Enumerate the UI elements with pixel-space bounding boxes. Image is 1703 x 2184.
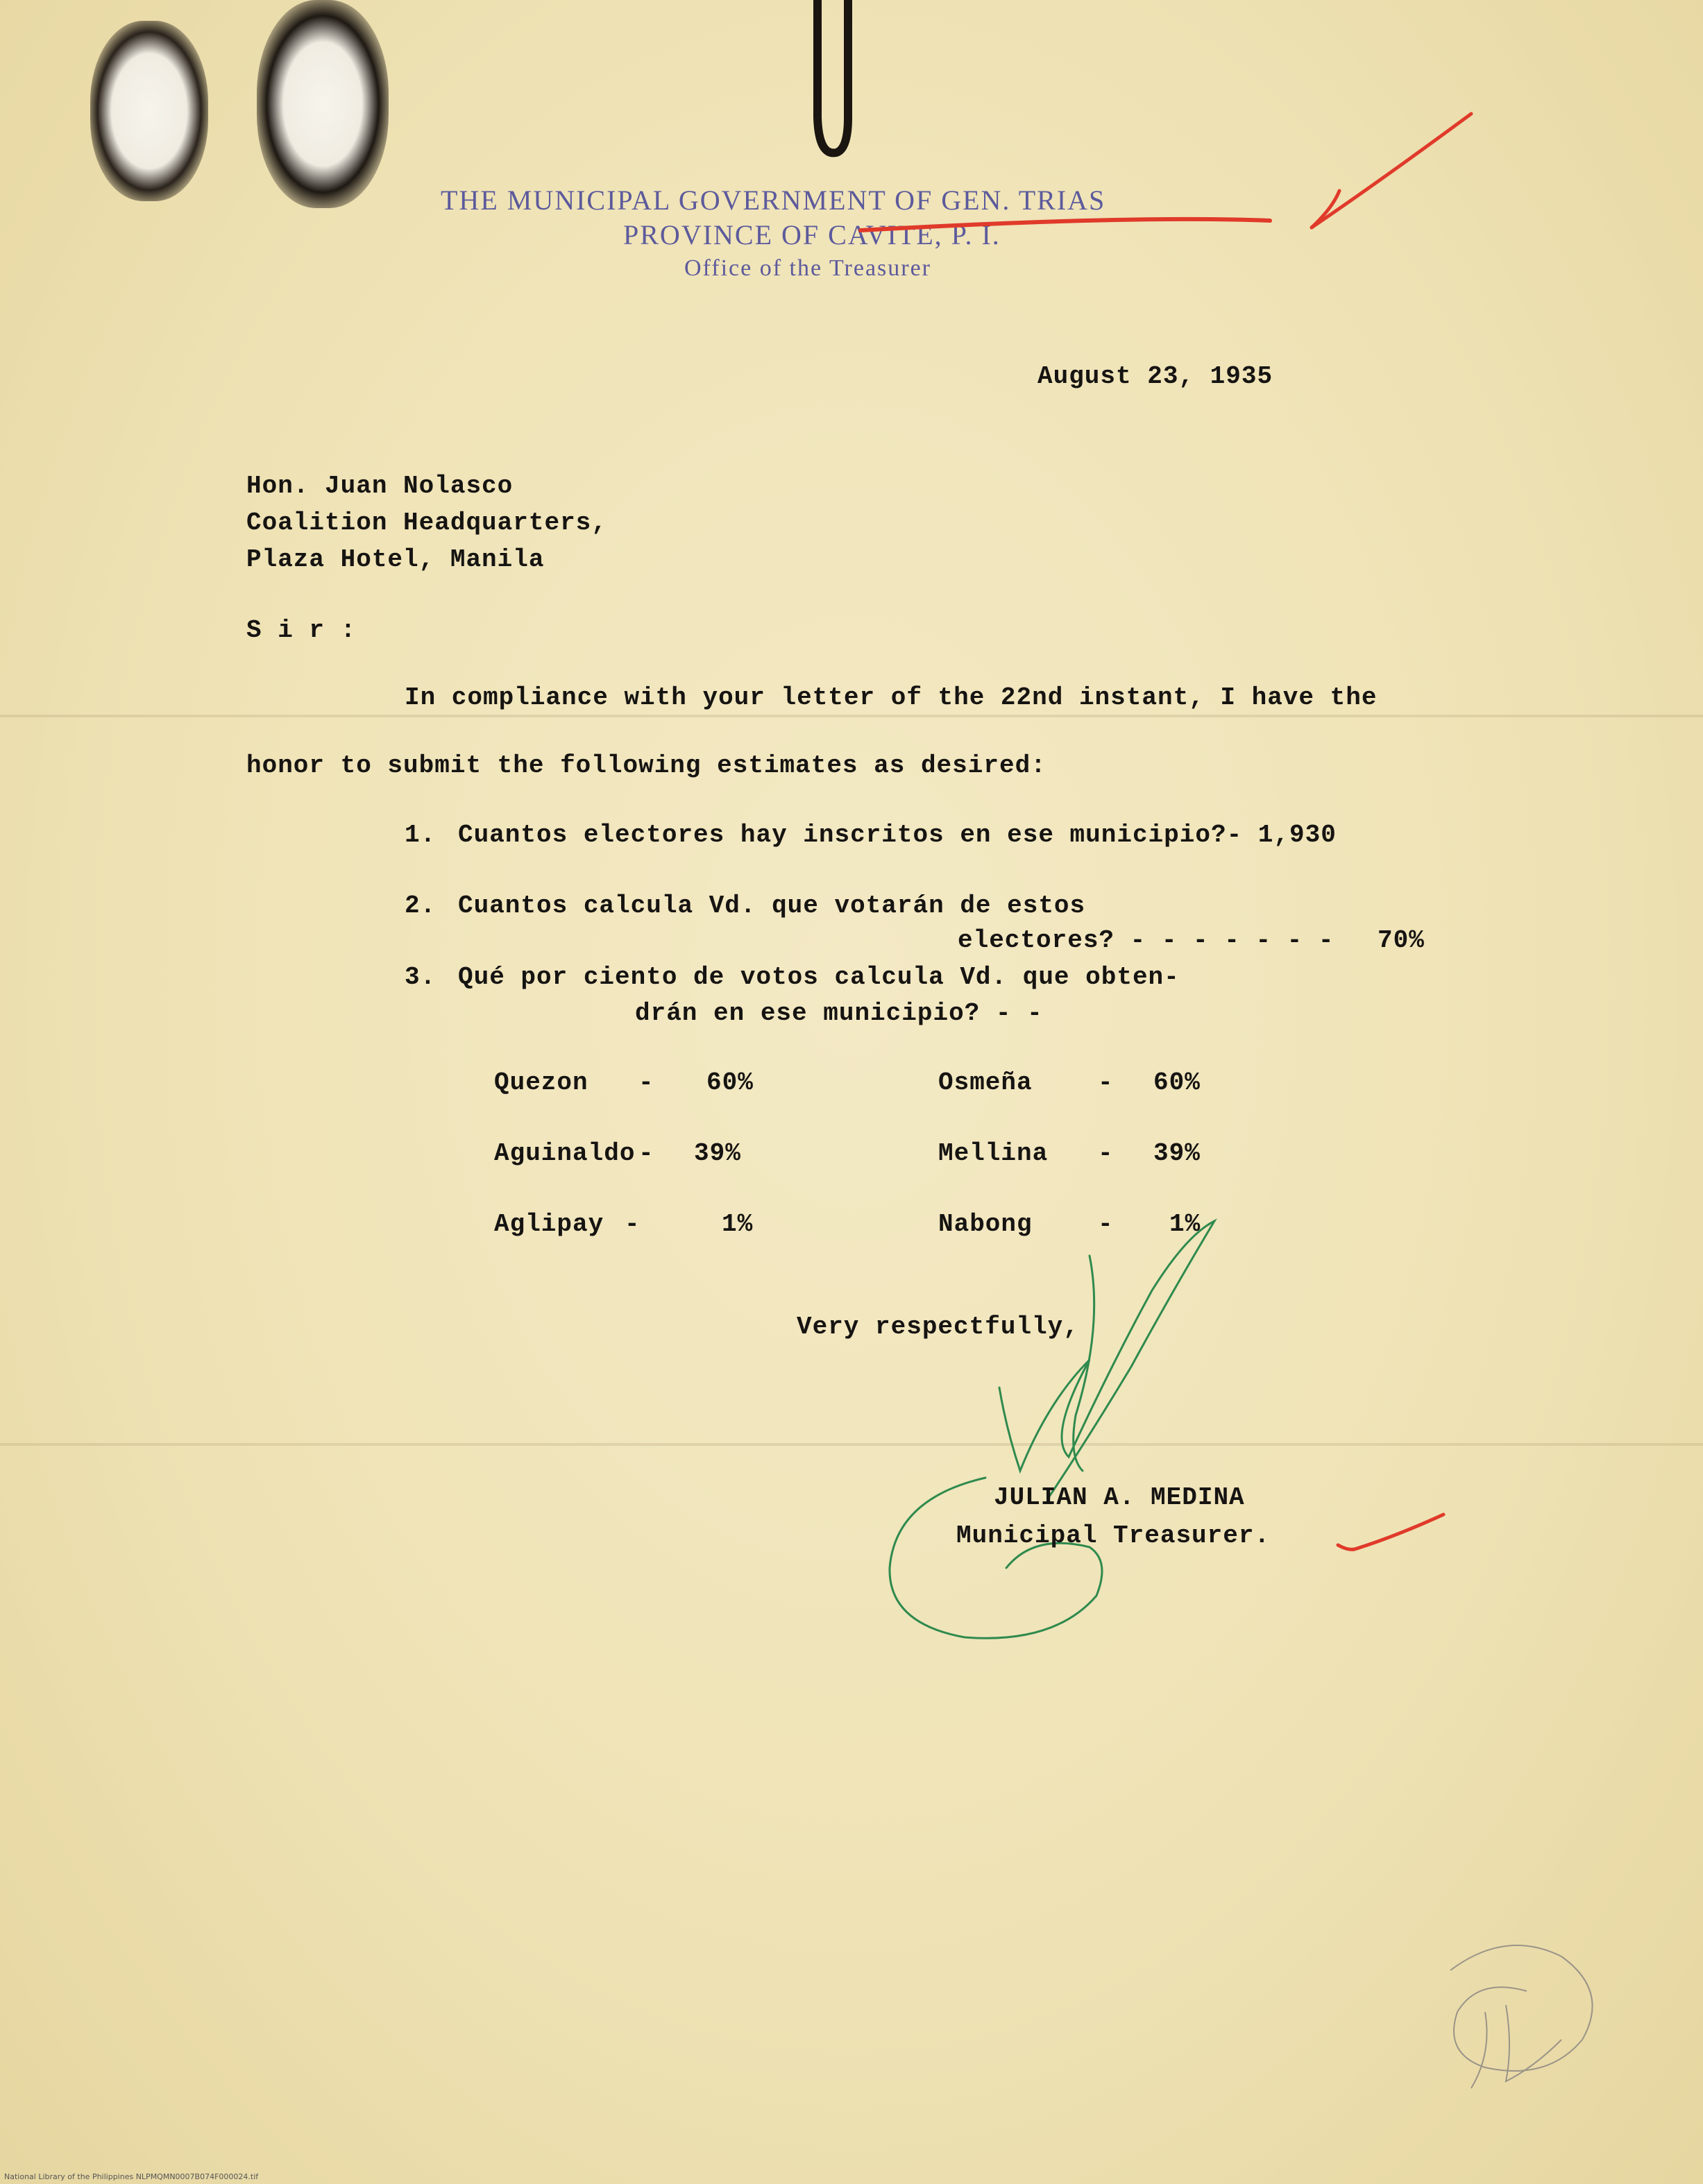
question-3-continuation: drán en ese municipio? - - — [635, 999, 1043, 1027]
body-line-1: In compliance with your letter of the 22nd instant, I have the — [405, 683, 1378, 712]
candidate-percent: 60% — [706, 1068, 754, 1097]
candidate-percent: 1% — [1169, 1210, 1201, 1238]
candidate-name: Osmeña — [938, 1068, 1033, 1097]
question-2-number: 2. — [405, 891, 437, 920]
question-3-text: Qué por ciento de votos calcula Vd. que obten- — [458, 963, 1180, 991]
question-1-text: Cuantos electores hay inscritos en ese municipio?- 1,930 — [458, 821, 1337, 849]
candidate-percent: 39% — [694, 1139, 741, 1168]
question-1-number: 1. — [405, 821, 437, 849]
staple-mark — [798, 0, 861, 167]
separator: - — [1098, 1210, 1114, 1238]
pencil-initials — [1402, 1929, 1631, 2109]
signatory-title: Municipal Treasurer. — [956, 1521, 1271, 1550]
separator: - — [638, 1139, 654, 1168]
paper-fold-line — [0, 1443, 1703, 1446]
paper-fold-line — [0, 715, 1703, 717]
separator: - — [625, 1210, 641, 1238]
letter-date: August 23, 1935 — [1037, 362, 1273, 391]
candidate-name: Nabong — [938, 1210, 1033, 1238]
question-3-number: 3. — [405, 963, 437, 991]
red-check-mark — [1332, 1509, 1450, 1558]
handwritten-signature — [881, 1207, 1242, 1651]
candidate-percent: 60% — [1153, 1068, 1201, 1097]
letterhead-line-1: THE MUNICIPAL GOVERNMENT OF GEN. TRIAS — [441, 185, 1106, 216]
candidate-percent: 39% — [1153, 1139, 1201, 1168]
scan-footer: National Library of the Philippines NLPMQMN0007B074F000024.tif — [4, 2172, 259, 2181]
question-2-continuation: electores? - - - - - - - — [958, 926, 1335, 955]
closing: Very respectfully, — [797, 1313, 1079, 1341]
letterhead-line-3: Office of the Treasurer — [684, 255, 932, 281]
question-2-answer: 70% — [1378, 926, 1425, 955]
addressee-line-2: Coalition Headquarters, — [246, 509, 607, 537]
candidate-name: Aglipay — [494, 1210, 604, 1238]
addressee-line-1: Hon. Juan Nolasco — [246, 472, 514, 500]
separator: - — [1098, 1139, 1114, 1168]
salutation: S i r : — [246, 616, 357, 645]
candidate-name: Mellina — [938, 1139, 1049, 1168]
separator: - — [1098, 1068, 1114, 1097]
candidate-percent: 1% — [722, 1210, 754, 1238]
candidate-name: Quezon — [494, 1068, 588, 1097]
separator: - — [638, 1068, 654, 1097]
signatory-name: JULIAN A. MEDINA — [994, 1483, 1245, 1512]
burn-hole-left — [90, 21, 208, 201]
candidate-name: Aguinaldo — [494, 1139, 636, 1168]
body-line-2: honor to submit the following estimates as desired: — [246, 751, 1047, 780]
burn-hole-right — [257, 0, 389, 208]
addressee-line-3: Plaza Hotel, Manila — [246, 545, 545, 574]
red-check-mark — [854, 104, 1499, 257]
question-2-text: Cuantos calcula Vd. que votarán de estos — [458, 891, 1086, 920]
letterhead-line-2: PROVINCE OF CAVITE, P. I. — [623, 219, 1001, 250]
